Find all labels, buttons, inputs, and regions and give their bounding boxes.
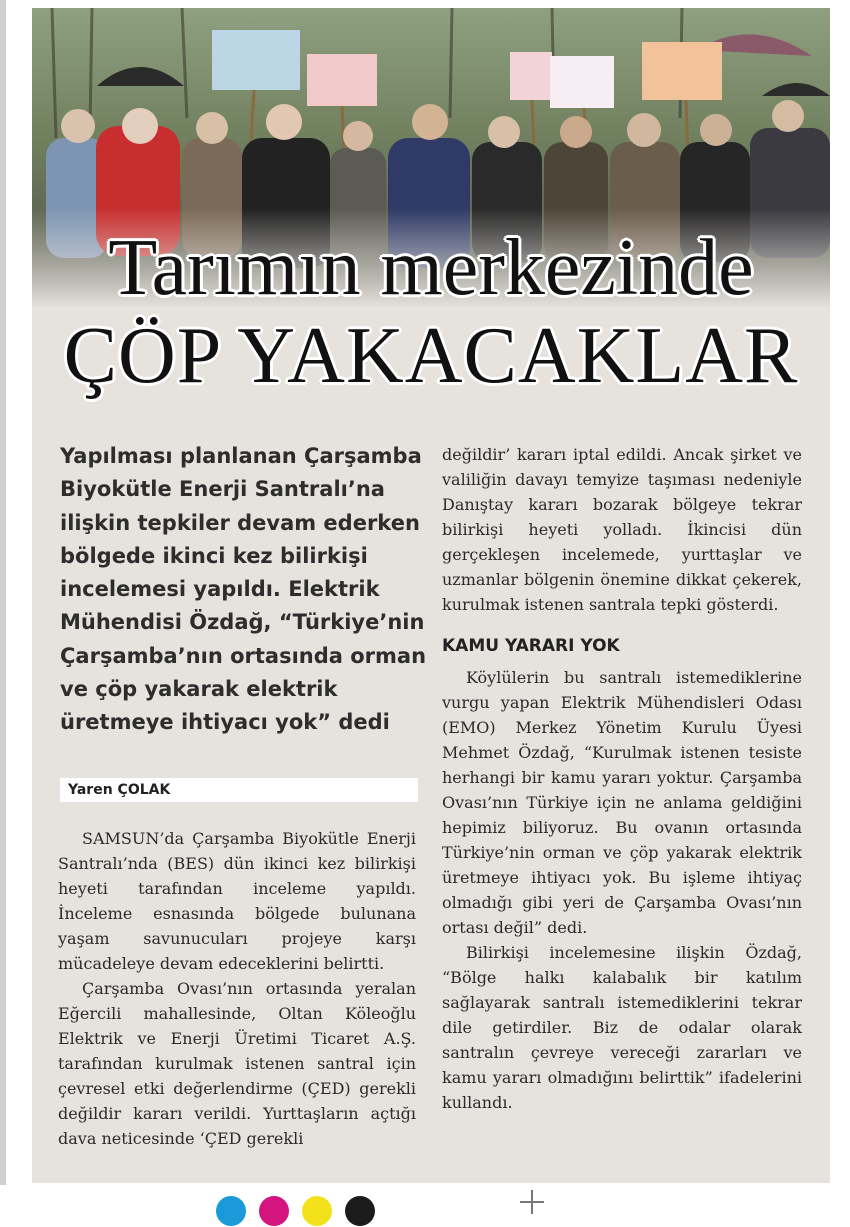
lead-paragraph: Yapılması planlanan Çarşamba Biyokütle Enerji Santralı’na ilişkin tepkiler devam ederken bölgede ikinci kez bilirkişi incelemesi yapıldı. Elektrik Mühendisi Özdağ, “Türkiye’nin Çarşamba’nın ortasında orman ve çöp yakarak elektrik üretmeye ihtiyacı yok” dedi (60, 444, 427, 735)
body-paragraph: Bilirkişi incelemesine ilişkin Özdağ, “Bölge halkı kalabalık bir katılım sağlayarak santralı istemediklerini tekrar dile getirdiler. Biz de odalar olarak santralın çevreye vereceği zararları ve kamu yararı olmadığını belirttik” ifadelerini kullandı. (442, 943, 802, 1112)
registration-cross-icon (520, 1190, 544, 1214)
body-paragraph: Çarşamba Ovası’nın ortasında yeralan Eğercili mahallesinde, Oltan Köleoğlu Elektrik ve Enerji Üretimi Ticaret A.Ş. tarafından kurulmak istenen santral için çevresel etki değerlendirme (ÇED) gerekli değildir kararı verildi. Yurttaşların açtığı dava neticesinde ‘ÇED gerekli (58, 979, 416, 1148)
body-paragraph: değildir’ kararı iptal edildi. Ancak şirket ve valiliğin davayı temyize taşıması nedeniyle Danıştay kararı bozarak bölgeye tekrar bilirkişi heyeti yolladı. İkincisi dün gerçekleşen incelemede, yurttaşlar ve uzmanlar bölgenin önemine dikkat çekerek, kurulmak istenen santrala tepki gösterdi. (442, 445, 802, 614)
registration-dot-yellow (302, 1196, 332, 1226)
registration-dot-cyan (216, 1196, 246, 1226)
body-paragraph: Köylülerin bu santralı istemediklerine vurgu yapan Elektrik Mühendisleri Odası (EMO) Merkez Yönetim Kurulu Üyesi Mehmet Özdağ, “Kurulmak istenen tesiste herhangi bir kamu yararı yoktur. Çarşamba Ovası’nın Türkiye için ne anlama geldiğini hepimiz biliyoruz. Bu ovanın ortasında Türkiye’nin orman ve çöp yakarak elektrik üretmeye ihtiyacı yok. Bu işleme ihtiyaç olmadığı gibi yeri de Çarşamba Ovası’nın ortası değil” dedi. (442, 668, 802, 937)
body-column-2 (442, 442, 802, 1115)
article-panel (32, 8, 830, 1183)
headline-line-2: ÇÖP YAKACAKLAR (63, 312, 799, 400)
page-edge-bar (0, 0, 6, 1185)
subheading: KAMU YARARI YOK (442, 636, 620, 656)
headline (32, 224, 830, 400)
body-paragraph: SAMSUN’da Çarşamba Biyokütle Enerji Santralı’nda (BES) dün ikinci kez bilirkişi heyeti tarafından inceleme yapıldı. İnceleme esnasında bölgede bulunana yaşam savunucuları projeye karşı mücadeleye devam edeceklerini belirtti. (58, 829, 416, 973)
registration-dot-black (345, 1196, 375, 1226)
registration-dot-magenta (259, 1196, 289, 1226)
headline-line-1: Tarımın merkezinde (108, 224, 754, 312)
byline: Yaren ÇOLAK (60, 778, 418, 802)
body-column-1 (58, 826, 416, 1151)
